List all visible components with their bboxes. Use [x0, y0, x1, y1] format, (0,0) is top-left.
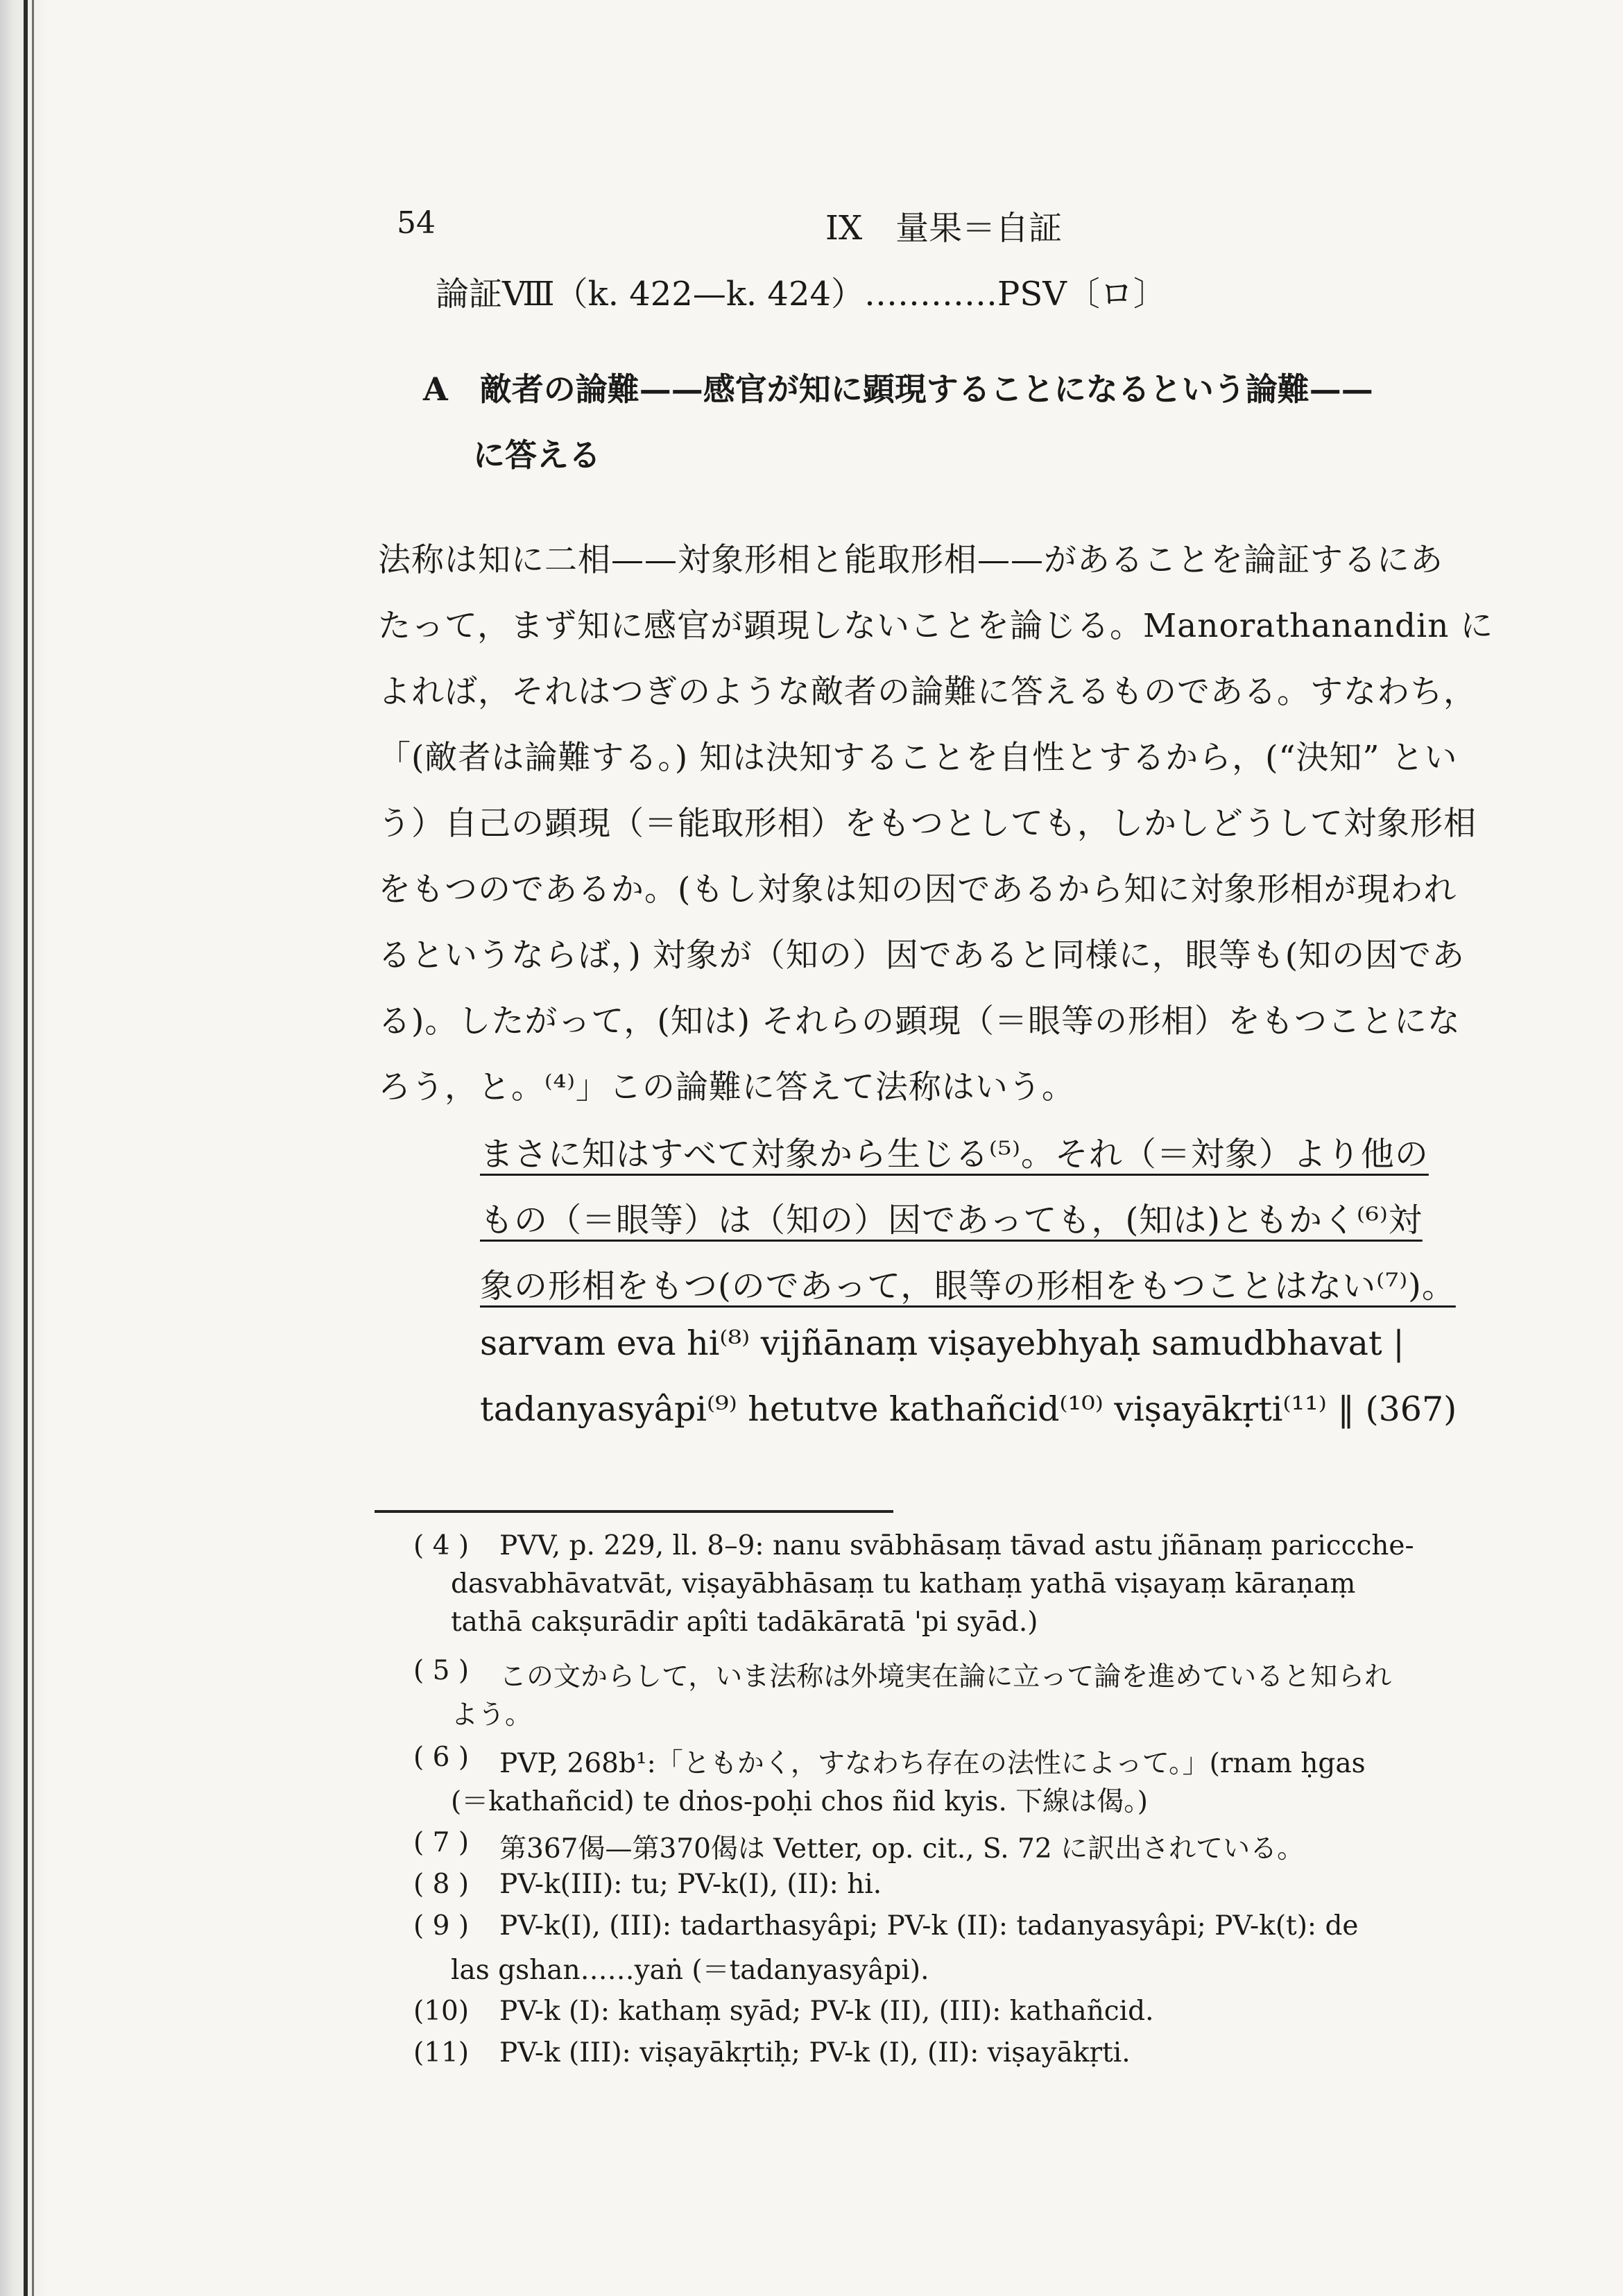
section-title-line-2: に答える: [473, 436, 601, 474]
sanskrit-verse-line: tadanyasyâpi⁽⁹⁾ hetutve kathañcid⁽¹⁰⁾ viṣayākṛti⁽¹¹⁾ ‖ (367): [480, 1389, 1457, 1429]
footnote-text: PV-k (I): kathaṃ syād; PV-k (II), (III): kathañcid.: [499, 1996, 1154, 2027]
body-line: よれば，それはつぎのような敵者の論難に答えるものである。すなわち，: [378, 673, 1477, 711]
footnote-text: PVP, 268b¹:「ともかく，すなわち存在の法性によって。」(rnam ḥgas: [499, 1748, 1366, 1779]
binding-edge-secondary: [32, 0, 34, 2296]
footnote-number: (11): [413, 2037, 470, 2068]
footnote-number: ( 6 ): [413, 1742, 470, 1773]
page-number: 54: [397, 205, 436, 241]
footnote-number: ( 5 ): [413, 1655, 470, 1686]
footnote-text: PV-k(I), (III): tadarthasyâpi; PV-k (II): tadanyasyâpi; PV-k(t): de: [499, 1910, 1359, 1942]
body-line: たって，まず知に感官が顕現しないことを論じる。Manorathanandin に: [378, 607, 1494, 645]
body-line: う）自己の顕現（＝能取形相）をもつとしても，しかしどうして対象形相: [378, 805, 1477, 843]
proof-heading: 論証Ⅷ（k. 422—k. 424）…………PSV〔ロ〕: [436, 275, 1167, 314]
body-line: るというならば，) 対象が（知の）因であると同様に，眼等も(知の因であ: [378, 936, 1466, 975]
footnote-text: PVV, p. 229, ll. 8–9: nanu svābhāsaṃ tāvad astu jñānaṃ pariccche-: [499, 1530, 1414, 1561]
footnote-text: PV-k (III): viṣayākṛtiḥ; PV-k (I), (II): viṣayākṛti.: [499, 2037, 1131, 2068]
footnote-number: ( 8 ): [413, 1869, 470, 1900]
binding-edge: [24, 0, 28, 2296]
footnote-rule: [375, 1510, 893, 1513]
footnote-text: las gshan……yaṅ (＝tadanyasyâpi).: [451, 1955, 929, 1986]
verse-translation-line: 象の形相をもつ(のであって，眼等の形相をもつことはない⁽⁷⁾)。: [480, 1267, 1456, 1305]
footnote-text: dasvabhāvatvāt, viṣayābhāsaṃ tu kathaṃ yathā viṣayaṃ kāraṇaṃ: [451, 1568, 1356, 1600]
footnote-text: (＝kathañcid) te dṅos-poḥi chos ñid kyis. 下線は偈。): [451, 1786, 1148, 1817]
footnote-number: ( 9 ): [413, 1910, 470, 1942]
footnote-text: tathā cakṣurādir apîti tadākāratā 'pi syād.): [451, 1607, 1038, 1638]
footnote-number: ( 7 ): [413, 1827, 470, 1858]
body-line: をもつのであるか。(もし対象は知の因であるから知に対象形相が現われ: [378, 871, 1457, 909]
sanskrit-verse-line: sarvam eva hi⁽⁸⁾ vijñānaṃ viṣayebhyaḥ samudbhavat |: [480, 1323, 1405, 1363]
body-line: 「(敵者は論難する。) 知は決知することを自性とするから，(“決知” とい: [378, 739, 1458, 777]
footnote-text: この文からして，いま法称は外境実在論に立って論を進めていると知られ: [499, 1661, 1392, 1693]
body-line: 法称は知に二相——対象形相と能取形相——があることを論証するにあ: [378, 541, 1443, 579]
body-line: ろう，と。⁽⁴⁾」この論難に答えて法称はいう。: [378, 1068, 1075, 1106]
section-title-line-1: A 敵者の論難——感官が知に顕現することになるという論難——: [423, 370, 1373, 408]
footnote-text: よう。: [451, 1699, 533, 1731]
running-header: IX 量果＝自証: [825, 209, 1063, 248]
verse-translation-line: まさに知はすべて対象から生じる⁽⁵⁾。それ（＝対象）より他の: [480, 1135, 1429, 1174]
footnote-text: 第367偈—第370偈は Vetter, op. cit., S. 72 に訳出されている。: [499, 1833, 1305, 1865]
footnote-number: ( 4 ): [413, 1530, 470, 1561]
footnote-number: (10): [413, 1996, 470, 2027]
footnote-text: PV-k(III): tu; PV-k(I), (II): hi.: [499, 1869, 882, 1900]
body-line: る)。したがって，(知は) それらの顕現（＝眼等の形相）をもつことにな: [378, 1002, 1461, 1040]
verse-translation-line: もの（＝眼等）は（知の）因であっても，(知は)ともかく⁽⁶⁾対: [480, 1201, 1423, 1240]
